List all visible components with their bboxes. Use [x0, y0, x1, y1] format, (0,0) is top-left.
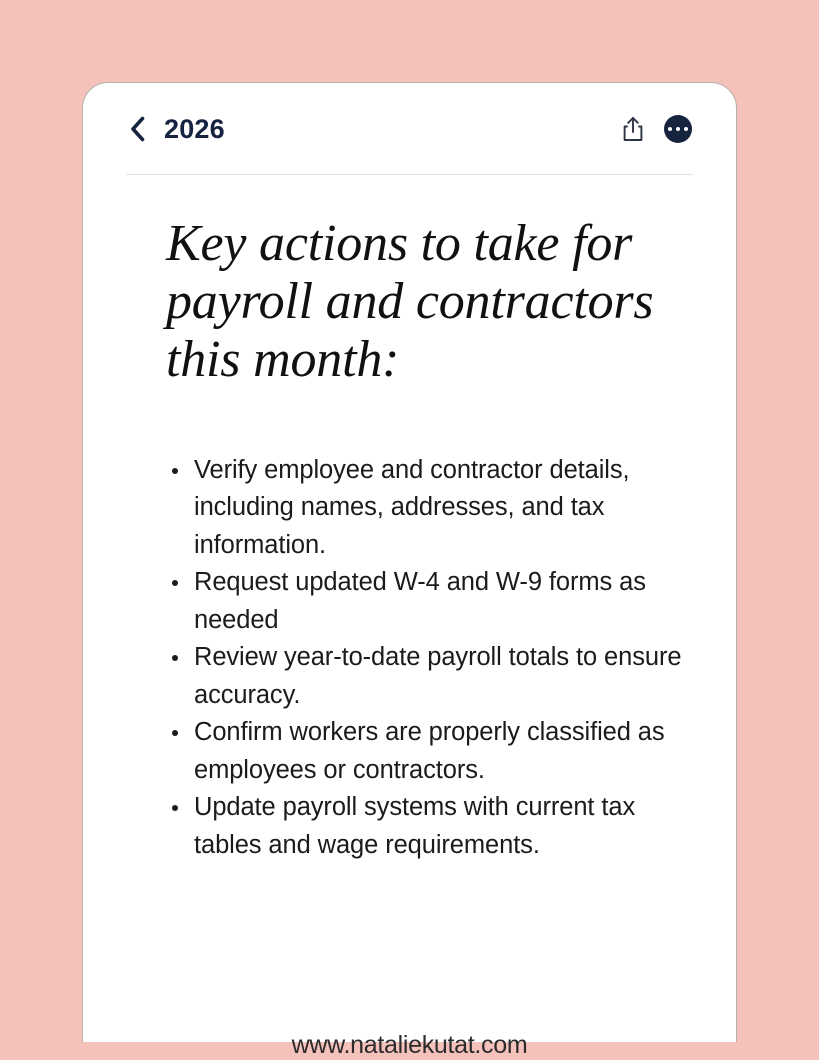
footer-url: www.nataliekutat.com — [291, 1031, 528, 1059]
list-item — [166, 639, 690, 714]
content-card — [82, 82, 737, 1059]
header-left-group — [126, 114, 620, 144]
more-options-icon[interactable] — [664, 115, 692, 143]
bullet-icon — [172, 468, 178, 474]
bullet-icon — [172, 730, 178, 736]
headline: Key actions to take for payroll and contractors this month: — [166, 215, 654, 389]
action-list — [166, 390, 690, 864]
bullet-icon — [172, 805, 178, 811]
list-item-text: Verify employee and contractor details, including names, addresses, and tax information. — [194, 455, 630, 559]
post-content — [83, 175, 736, 1059]
chevron-left-icon[interactable] — [126, 114, 148, 144]
list-item — [166, 789, 690, 864]
share-icon[interactable] — [620, 114, 646, 144]
more-dot — [684, 127, 689, 132]
page-title: 2026 — [164, 113, 225, 144]
more-dot — [668, 127, 673, 132]
list-item-text: Confirm workers are properly classified as employees or contractors. — [194, 718, 665, 784]
list-item-text: Request updated W-4 and W-9 forms as needed — [194, 568, 646, 634]
bullet-icon — [172, 655, 178, 661]
list-item — [166, 714, 690, 789]
list-item — [166, 564, 690, 639]
more-dot — [676, 127, 681, 132]
list-item — [166, 452, 690, 564]
list-item-text: Review year-to-date payroll totals to ensure accuracy. — [194, 643, 682, 709]
list-item-text: Update payroll systems with current tax tables and wage requirements. — [194, 793, 636, 859]
bullet-icon — [172, 580, 178, 586]
header-actions — [620, 114, 692, 144]
app-header — [83, 83, 736, 175]
